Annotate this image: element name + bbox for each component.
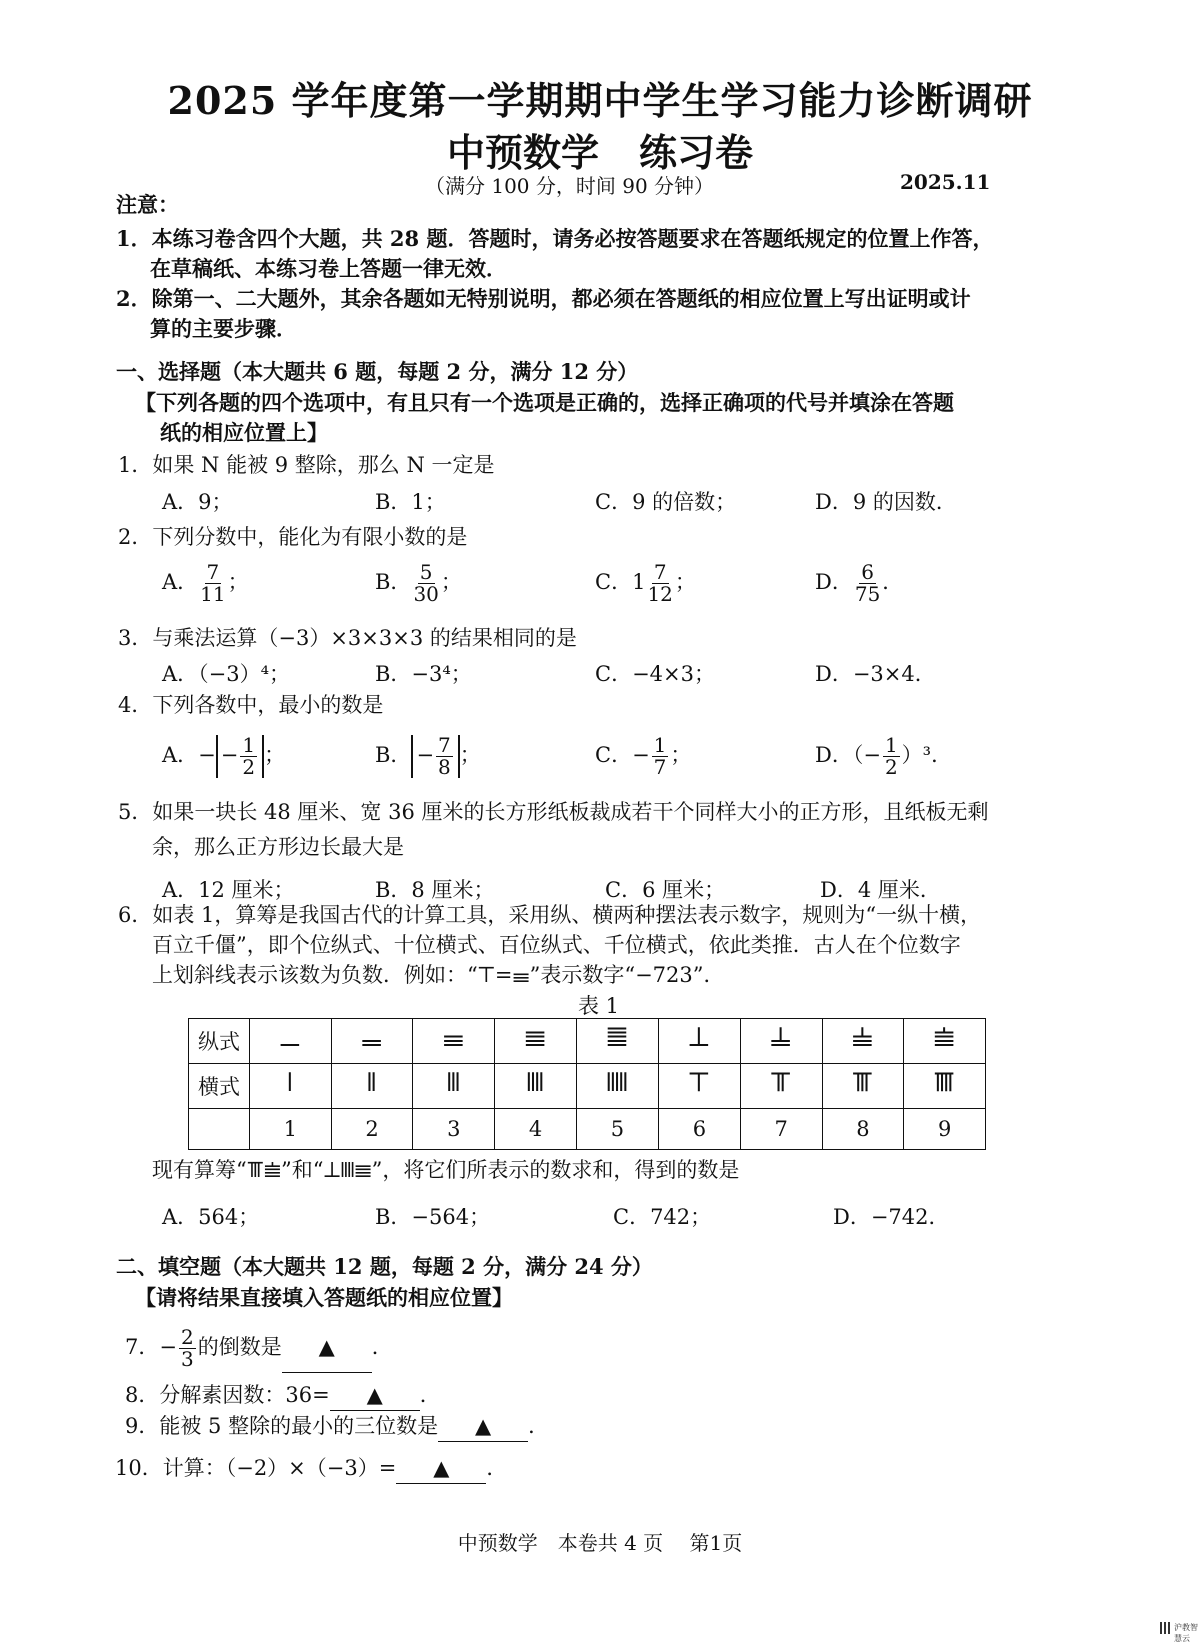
fraction: $\frac{1}{2}$: [242, 733, 256, 779]
fraction: $\frac{2}{3}$: [180, 1325, 194, 1371]
rod-vertical-9: 𝍨: [904, 1019, 986, 1064]
digit-9: 9: [904, 1109, 986, 1150]
exam-subtitle: [0, 122, 1200, 177]
section-2-instr: 【请将结果直接填入答题纸的相应位置】: [135, 1285, 513, 1310]
fraction: $\frac{5}{30}$: [413, 560, 439, 606]
notice-item-2-cont: 算的主要步骤．: [150, 316, 297, 341]
rod-horizontal-1: 𝍩: [250, 1064, 332, 1109]
q6-stem: 6．如表 1，算筹是我国古代的计算工具，采用纵、横两种摆法表示数字，规则为“一纵十横，: [118, 903, 982, 927]
q4-option-b: B． − $\frac{7}{8}$ ；: [375, 733, 481, 779]
digit-8: 8: [822, 1109, 904, 1150]
q4-option-c: C．− $\frac{1}{7}$ ；: [595, 733, 692, 779]
section-1-instr-cont: 纸的相应位置上】: [160, 420, 328, 445]
answer-blank: ▲: [396, 1453, 486, 1484]
section-1-title: 一、选择题（本大题共 6 题，每题 2 分，满分 12 分）: [116, 359, 639, 384]
exam-title: 2025 学年度第一学期期中学生学习能力诊断调研: [167, 78, 1033, 123]
absolute-value: − $\frac{7}{8}$: [411, 735, 459, 778]
q6-option-b: B．−564；: [375, 1205, 491, 1229]
fraction: $\frac{1}{2}$: [884, 733, 898, 779]
section-2-title: 二、填空题（本大题共 12 题，每题 2 分，满分 24 分）: [116, 1254, 653, 1279]
q5-stem: 5．如果一块长 48 厘米、宽 36 厘米的长方形纸板裁成若干个同样大小的正方形，且纸板无剩: [118, 800, 989, 824]
q6-stem-cont-2: 上划斜线表示该数为负数．例如：“𝍮=𝍢”表示数字“−723”．: [152, 963, 725, 987]
q2-option-c: C．1 $\frac{7}{12}$ ；: [595, 560, 696, 606]
q7: 7．− $\frac{2}{3}$ 的倒数是 ▲ ．: [125, 1322, 393, 1372]
rod-vertical-1: 𝍠: [250, 1019, 332, 1064]
fraction: $\frac{7}{11}$: [200, 560, 226, 606]
fraction: $\frac{1}{7}$: [653, 733, 667, 779]
answer-blank: ▲: [330, 1380, 420, 1411]
corner-watermark: 沪教智慧云: [1174, 1623, 1198, 1643]
rod-horizontal-2: 𝍪: [331, 1064, 413, 1109]
row-label-horizontal: 横式: [189, 1064, 250, 1109]
q5-option-d: D．4 厘米．: [820, 878, 941, 902]
score-time: （满分 100 分，时间 90 分钟）: [425, 174, 715, 198]
rod-vertical-5: 𝍤: [576, 1019, 658, 1064]
q3-stem: 3．与乘法运算（−3）×3×3×3 的结果相同的是: [118, 626, 577, 650]
q6-question: 现有算筹“𝍰𝍨”和“𝍥𝍬𝍣”，将它们所表示的数求和，得到的数是: [152, 1158, 740, 1182]
answer-blank: ▲: [282, 1322, 372, 1373]
digit-6: 6: [659, 1109, 741, 1150]
q3-option-a: A．（−3）⁴；: [162, 662, 291, 686]
fraction: $\frac{7}{12}$: [647, 560, 673, 606]
rod-vertical-3: 𝍢: [413, 1019, 495, 1064]
rod-horizontal-4: 𝍬: [495, 1064, 577, 1109]
q1-option-a: A．9；: [162, 490, 233, 514]
q2-options: [0, 560, 1200, 606]
absolute-value: − $\frac{1}{2}$: [216, 735, 264, 778]
q1-options: [0, 486, 1200, 526]
subject-label: 中预数学: [446, 130, 599, 175]
rod-horizontal-8: 𝍰: [822, 1064, 904, 1109]
table-row-vertical: [189, 1019, 986, 1064]
rod-horizontal-6: 𝍮: [659, 1064, 741, 1109]
counting-rod-table: [188, 1018, 986, 1150]
q2-option-b: B． $\frac{5}{30}$ ；: [375, 560, 462, 606]
rod-vertical-4: 𝍣: [495, 1019, 577, 1064]
q6-option-a: A．564；: [162, 1205, 260, 1229]
table-row-digits: [189, 1109, 986, 1150]
q1-stem: 1．如果 N 能被 9 整除，那么 N 一定是: [118, 453, 495, 477]
q2-option-a: A． $\frac{7}{11}$ ；: [162, 560, 249, 606]
q4-stem: 4．下列各数中，最小的数是: [118, 693, 384, 717]
rod-vertical-2: 𝍡: [331, 1019, 413, 1064]
page-footer: 中预数学 本卷共 4 页 第1页: [457, 1531, 743, 1555]
q1-option-d: D．9 的因数．: [815, 490, 957, 514]
digit-4: 4: [495, 1109, 577, 1150]
rod-horizontal-5: 𝍭: [576, 1064, 658, 1109]
q6-option-d: D．−742．: [833, 1205, 950, 1229]
table-caption: 表 1: [578, 994, 620, 1018]
notice-item-1: 1．本练习卷含四个大题，共 28 题．答题时，请务必按答题要求在答题纸规定的位置上作答，: [116, 226, 994, 251]
fraction: $\frac{7}{8}$: [438, 733, 451, 779]
q2-stem: 2．下列分数中，能化为有限小数的是: [118, 525, 468, 549]
q4-option-d: D．（− $\frac{1}{2}$ ）³．: [815, 733, 953, 779]
q5-stem-cont: 余，那么正方形边长最大是: [152, 835, 404, 859]
rod-vertical-8: 𝍧: [822, 1019, 904, 1064]
fraction: $\frac{6}{75}$: [854, 560, 881, 606]
q4-option-a: A．− − $\frac{1}{2}$ ；: [162, 733, 286, 779]
digit-2: 2: [331, 1109, 413, 1150]
notice-item-2: 2．除第一、二大题外，其余各题如无特别说明，都必须在答题纸的相应位置上写出证明或计: [116, 286, 971, 311]
q2-option-d: D． $\frac{6}{75}$ ．: [815, 560, 904, 606]
q4-options: [0, 733, 1200, 779]
q9: 9．能被 5 整除的最小的三位数是 ▲ ．: [125, 1411, 549, 1442]
q1-option-c: C．9 的倍数；: [595, 490, 737, 514]
digit-7: 7: [740, 1109, 822, 1150]
rod-horizontal-3: 𝍫: [413, 1064, 495, 1109]
q3-option-d: D．−3×4．: [815, 662, 936, 686]
q5-option-a: A．12 厘米；: [162, 878, 295, 902]
q6-option-c: C．742；: [613, 1205, 712, 1229]
rod-horizontal-7: 𝍯: [740, 1064, 822, 1109]
rod-vertical-7: 𝍦: [740, 1019, 822, 1064]
qr-code-icon: [1160, 1622, 1172, 1634]
section-1-instr: 【下列各题的四个选项中，有且只有一个选项是正确的，选择正确项的代号并填涂在答题: [135, 390, 954, 415]
digit-5: 5: [576, 1109, 658, 1150]
notice-item-1-cont: 在草稿纸、本练习卷上答题一律无效．: [150, 256, 507, 281]
notice-label: 注意：: [116, 192, 179, 217]
q8: 8．分解素因数：36= ▲ ．: [125, 1380, 441, 1411]
digit-1: 1: [250, 1109, 332, 1150]
q3-option-b: B．−3⁴；: [375, 662, 472, 686]
row-label-vertical: 纵式: [189, 1019, 250, 1064]
paper-type-label: 练习卷: [639, 130, 754, 175]
answer-blank: ▲: [438, 1411, 528, 1442]
q10: 10．计算：（−2）×（−3）= ▲ ．: [115, 1453, 507, 1484]
q3-option-c: C．−4×3；: [595, 662, 715, 686]
rod-vertical-6: 𝍥: [659, 1019, 741, 1064]
q5-option-b: B．8 厘米；: [375, 878, 495, 902]
digit-3: 3: [413, 1109, 495, 1150]
rod-horizontal-9: 𝍱: [904, 1064, 986, 1109]
exam-date: 2025.11: [900, 170, 991, 194]
q1-option-b: B．1；: [375, 490, 446, 514]
table-row-horizontal: [189, 1064, 986, 1109]
q5-option-c: C．6 厘米；: [605, 878, 726, 902]
q6-options: [0, 1201, 1200, 1241]
row-label-empty: [189, 1109, 250, 1150]
q6-stem-cont-1: 百立千僵”，即个位纵式、十位横式、百位纵式、千位横式，依此类推．古人在个位数字: [152, 933, 961, 957]
